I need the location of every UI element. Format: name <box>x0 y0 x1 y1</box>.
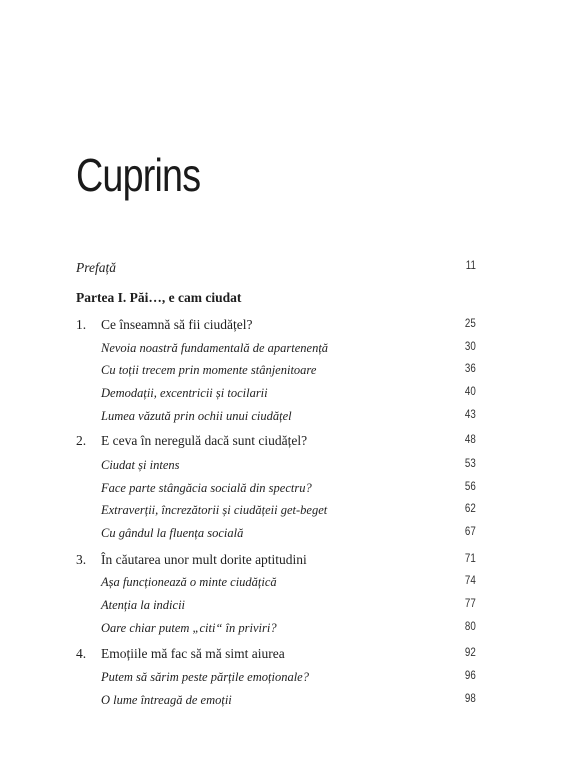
toc-section[interactable] <box>76 526 476 546</box>
toc-section-label: Cu toții trecem prin momente stânjenitoare <box>101 363 317 377</box>
toc-chapter-number: 4. <box>76 646 87 661</box>
toc-section-label: Face parte stângăcia socială din spectru? <box>101 481 312 495</box>
toc-section[interactable] <box>76 621 476 641</box>
toc-section[interactable] <box>76 363 476 383</box>
toc-page-number: 48 <box>465 434 476 446</box>
toc-section-label: Putem să sărim peste părțile emoționale? <box>101 670 309 684</box>
toc-section[interactable] <box>76 693 476 713</box>
toc-page-number: 30 <box>465 341 476 353</box>
toc-chapter-label: E ceva în neregulă dacă sunt ciudățel? <box>101 433 308 448</box>
toc-section-label: Nevoia noastră fundamentală de apartenență <box>101 341 329 355</box>
toc-page-number: 96 <box>465 670 476 682</box>
page-title: Cuprins <box>76 149 201 201</box>
toc-section-label: Ciudat și intens <box>101 458 180 472</box>
toc-section-label: Extraverții, încrezătorii și ciudățeii get-beget <box>101 503 328 517</box>
toc-page-number: 25 <box>465 318 476 330</box>
toc-page-number: 11 <box>465 260 476 272</box>
toc-chapter-label: În căutarea unor mult dorite aptitudini <box>101 552 307 567</box>
toc-entry-label: Prefață <box>76 260 116 275</box>
toc-section-label: Cu gândul la fluența socială <box>101 526 244 540</box>
toc-page-number: 98 <box>465 693 476 705</box>
toc-section-label: O lume întreagă de emoții <box>101 693 232 707</box>
toc-chapter[interactable] <box>76 646 476 666</box>
toc-page-number: 80 <box>465 621 476 633</box>
toc-page-number: 92 <box>465 647 476 659</box>
toc-entry-preface[interactable] <box>76 260 476 280</box>
toc-chapter-number: 3. <box>76 552 87 567</box>
toc-section-label: Lumea văzută prin ochii unui ciudățel <box>101 409 292 423</box>
toc-chapter-number: 1. <box>76 317 87 332</box>
toc-page-number: 77 <box>465 598 476 610</box>
toc-section[interactable] <box>76 598 476 618</box>
toc-chapter[interactable] <box>76 552 476 572</box>
toc-chapter-label: Emoțiile mă fac să mă simt aiurea <box>101 646 285 661</box>
toc-page-number: 67 <box>465 526 476 538</box>
toc-section-label: Demodații, excentricii și tocilarii <box>101 386 268 400</box>
toc-section-label: Atenția la indicii <box>101 598 186 612</box>
toc-page-number: 40 <box>465 386 476 398</box>
toc-section[interactable] <box>76 575 476 595</box>
toc-section-label: Oare chiar putem „citi“ în priviri? <box>101 621 277 635</box>
toc-section[interactable] <box>76 481 476 501</box>
toc-section-label: Așa funcționează o minte ciudățică <box>101 575 277 589</box>
toc-part-label: Partea I. Păi…, e cam ciudat <box>76 290 242 305</box>
toc-section[interactable] <box>76 458 476 478</box>
toc-page-number: 43 <box>465 409 476 421</box>
toc-page-number: 62 <box>465 503 476 515</box>
toc-page-number: 53 <box>465 458 476 470</box>
toc-page-number: 71 <box>465 553 476 565</box>
toc-part-heading <box>76 290 476 310</box>
toc-page-number: 36 <box>465 363 476 375</box>
toc-section[interactable] <box>76 341 476 361</box>
toc-chapter[interactable] <box>76 317 476 337</box>
toc-page-number: 56 <box>465 481 476 493</box>
toc-section[interactable] <box>76 409 476 429</box>
toc-chapter[interactable] <box>76 433 476 453</box>
toc-page-number: 74 <box>465 575 476 587</box>
toc-section[interactable] <box>76 503 476 523</box>
toc-chapter-number: 2. <box>76 433 87 448</box>
toc-chapter-label: Ce înseamnă să fii ciudățel? <box>101 317 253 332</box>
toc-section[interactable] <box>76 670 476 690</box>
toc-section[interactable] <box>76 386 476 406</box>
